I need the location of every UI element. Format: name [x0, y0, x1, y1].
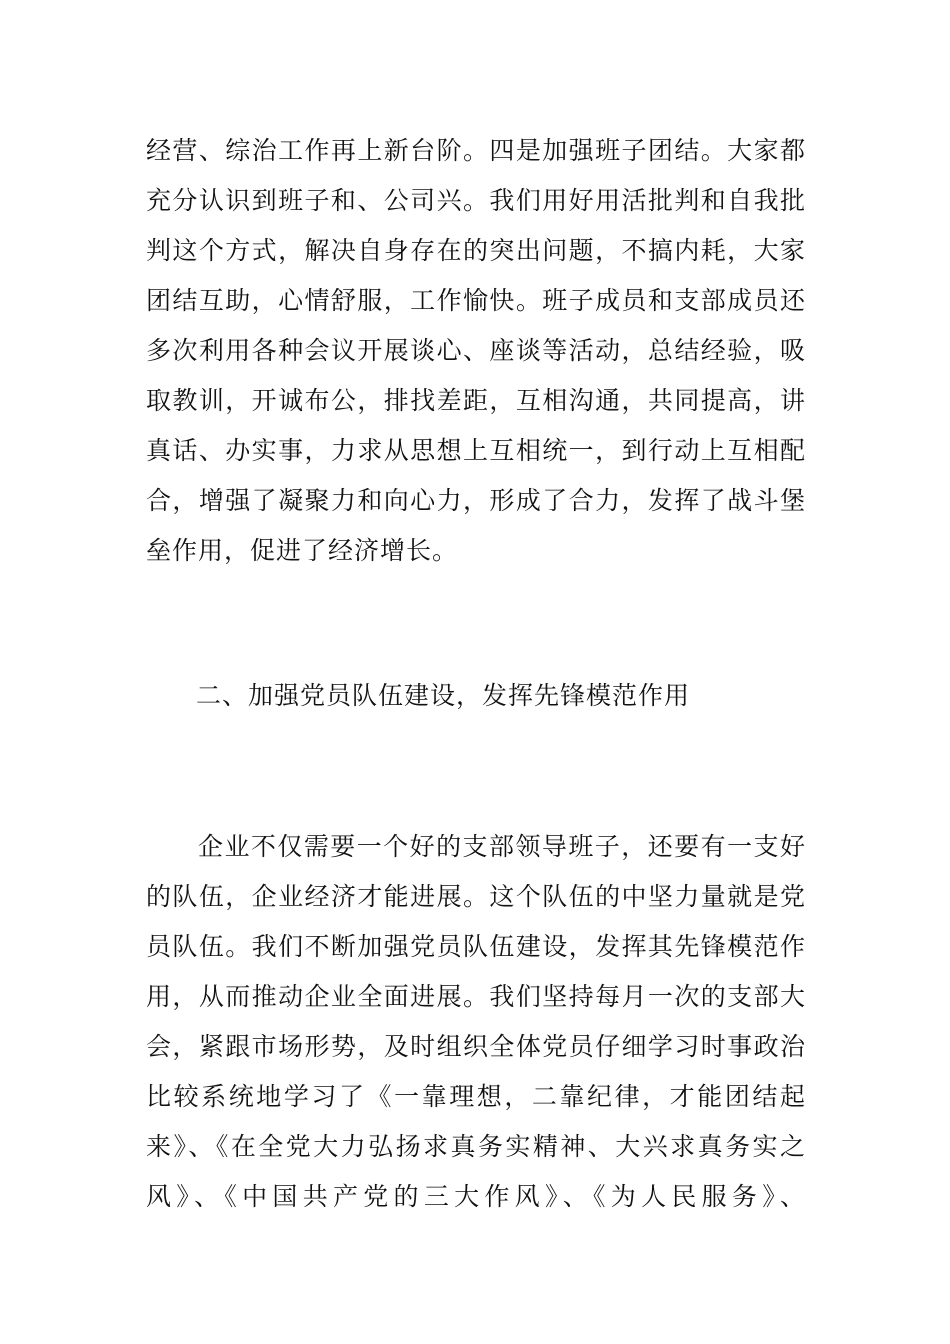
paragraph-2-line: 来》、《在全党大力弘扬求真务实精神、大兴求真务实之 — [146, 1132, 806, 1161]
paragraph-1 — [146, 126, 806, 576]
paragraph-1-line: 多次利用各种会议开展谈心、座谈等活动，总结经验，吸 — [146, 336, 806, 365]
section-heading: 二、加强党员队伍建设，发挥先锋模范作用 — [196, 681, 691, 710]
paragraph-1-line: 充分认识到班子和、公司兴。我们用好用活批判和自我批 — [146, 186, 806, 215]
paragraph-2-line: 企业不仅需要一个好的支部领导班子，还要有一支好 — [198, 832, 806, 861]
paragraph-1-line: 经营、综治工作再上新台阶。四是加强班子团结。大家都 — [146, 136, 806, 165]
paragraph-2-line: 用，从而推动企业全面进展。我们坚持每月一次的支部大 — [146, 982, 806, 1011]
paragraph-1-line: 真话、办实事，力求从思想上互相统一，到行动上互相配 — [146, 436, 806, 465]
paragraph-1-line: 垒作用，促进了经济增长。 — [146, 536, 459, 565]
paragraph-1-line: 判这个方式，解决自身存在的突出问题，不搞内耗，大家 — [146, 236, 806, 265]
paragraph-2-line: 员队伍。我们不断加强党员队伍建设，发挥其先锋模范作 — [146, 932, 806, 961]
paragraph-1-line: 合，增强了凝聚力和向心力，形成了合力，发挥了战斗堡 — [146, 486, 806, 515]
paragraph-2-line: 会，紧跟市场形势，及时组织全体党员仔细学习时事政治 — [146, 1032, 806, 1061]
paragraph-1-line: 团结互助，心情舒服，工作愉快。班子成员和支部成员还 — [146, 286, 806, 315]
paragraph-1-line: 取教训，开诚布公，排找差距，互相沟通，共同提高，讲 — [146, 386, 806, 415]
paragraph-2 — [146, 822, 806, 1222]
paragraph-2-line: 比较系统地学习了《一靠理想，二靠纪律，才能团结起 — [146, 1082, 806, 1111]
paragraph-2-line: 风》、《中国共产党的三大作风》、《为人民服务》、 — [146, 1182, 806, 1211]
paragraph-2-line: 的队伍，企业经济才能进展。这个队伍的中坚力量就是党 — [146, 882, 806, 911]
